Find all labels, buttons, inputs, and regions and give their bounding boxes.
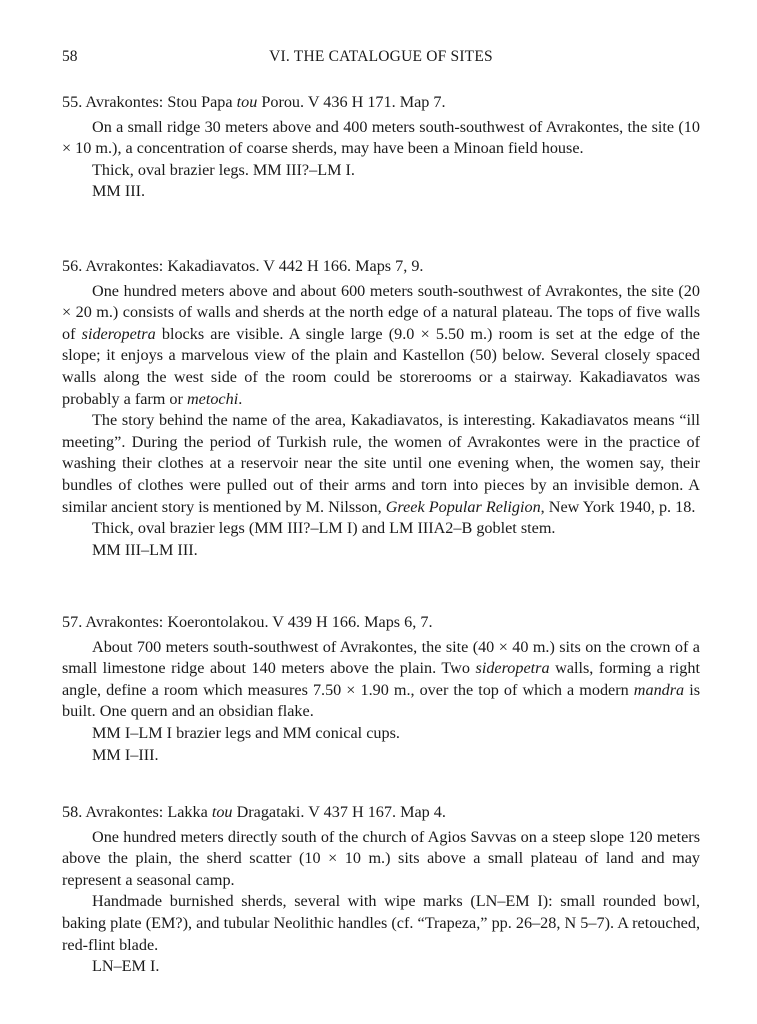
entry-description: About 700 meters south-southwest of Avrakontes, the site (40 × 40 m.) sits on the crown of a small limestone ridge about 140 meters above the plain. Two sideropetra walls, forming a right angle, define a room which measures 7.50 × 1.90 m., over the top of which a modern mandra is built. One quern and an obsidian flake. [62,637,700,721]
entry-finds: MM I–LM I brazier legs and MM conical cups. [92,723,400,742]
site-entry-56 [62,256,700,561]
page-header [62,48,700,70]
entry-description: One hundred meters directly south of the church of Agios Savvas on a steep slope 120 meters above the plain, the sherd scatter (10 × 10 m.) sits above a small plateau of land and may represent a seasonal camp. [62,827,700,889]
entry-title: 55. Avrakontes: Stou Papa tou Porou. V 436 H 171. Map 7. [62,93,446,111]
entry-description: On a small ridge 30 meters above and 400 meters south-southwest of Avrakontes, the site (10 × 10 m.), a concentration of coarse sherds, may have been a Minoan field house. [62,117,700,158]
entry-description: One hundred meters above and about 600 meters south-southwest of Avrakontes, the site (20 × 20 m.) consists of walls and sherds at the north edge of a natural plateau. The tops of five walls of sideropetra blocks are visible. A single large (9.0 × 5.50 m.) room is set at the edge of the slope; it enjoys a marvelous view of the plain and Kastellon (50) below. Several closely spaced walls along the west side of the room could be storerooms or a stairway. Kakadiavatos was probably a farm or metochi. [62,281,700,408]
entry-title: 58. Avrakontes: Lakka tou Dragataki. V 437 H 167. Map 4. [62,803,446,821]
site-entry-55 [62,92,700,203]
entry-date: MM I–III. [92,745,159,764]
running-head: VI. THE CATALOGUE OF SITES [269,48,493,65]
entry-finds: Handmade burnished sherds, several with wipe marks (LN–EM I): small rounded bowl, baking plate (EM?), and tubular Neolithic handles (cf. “Trapeza,” pp. 26–28, N 5–7). A retouched, red-flint blade. [62,892,700,954]
site-entry-57 [62,612,700,766]
entry-story: The story behind the name of the area, Kakadiavatos, is interesting. Kakadiavatos means “ill meeting”. During the period of Turkish rule, the women of Avrakontes were in the practice of washing their clothes at a reservoir near the site until one evening when, the women say, their bundles of clothes were pulled out of their arms and torn into pieces by an invisible demon. A similar ancient story is mentioned by M. Nilsson, Greek Popular Religion, New York 1940, p. 18. [62,411,700,516]
site-entry-58 [62,802,700,978]
entry-title: 56. Avrakontes: Kakadiavatos. V 442 H 166. Maps 7, 9. [62,257,424,275]
entry-date: LN–EM I. [92,957,160,976]
entry-date: MM III–LM III. [92,540,198,559]
entry-date: MM III. [92,182,146,201]
entry-finds: Thick, oval brazier legs. MM III?–LM I. [92,160,355,179]
page-number: 58 [62,48,78,65]
entry-finds: Thick, oval brazier legs (MM III?–LM I) and LM IIIA2–B goblet stem. [92,519,556,538]
entry-title: 57. Avrakontes: Koerontolakou. V 439 H 166. Maps 6, 7. [62,613,433,631]
